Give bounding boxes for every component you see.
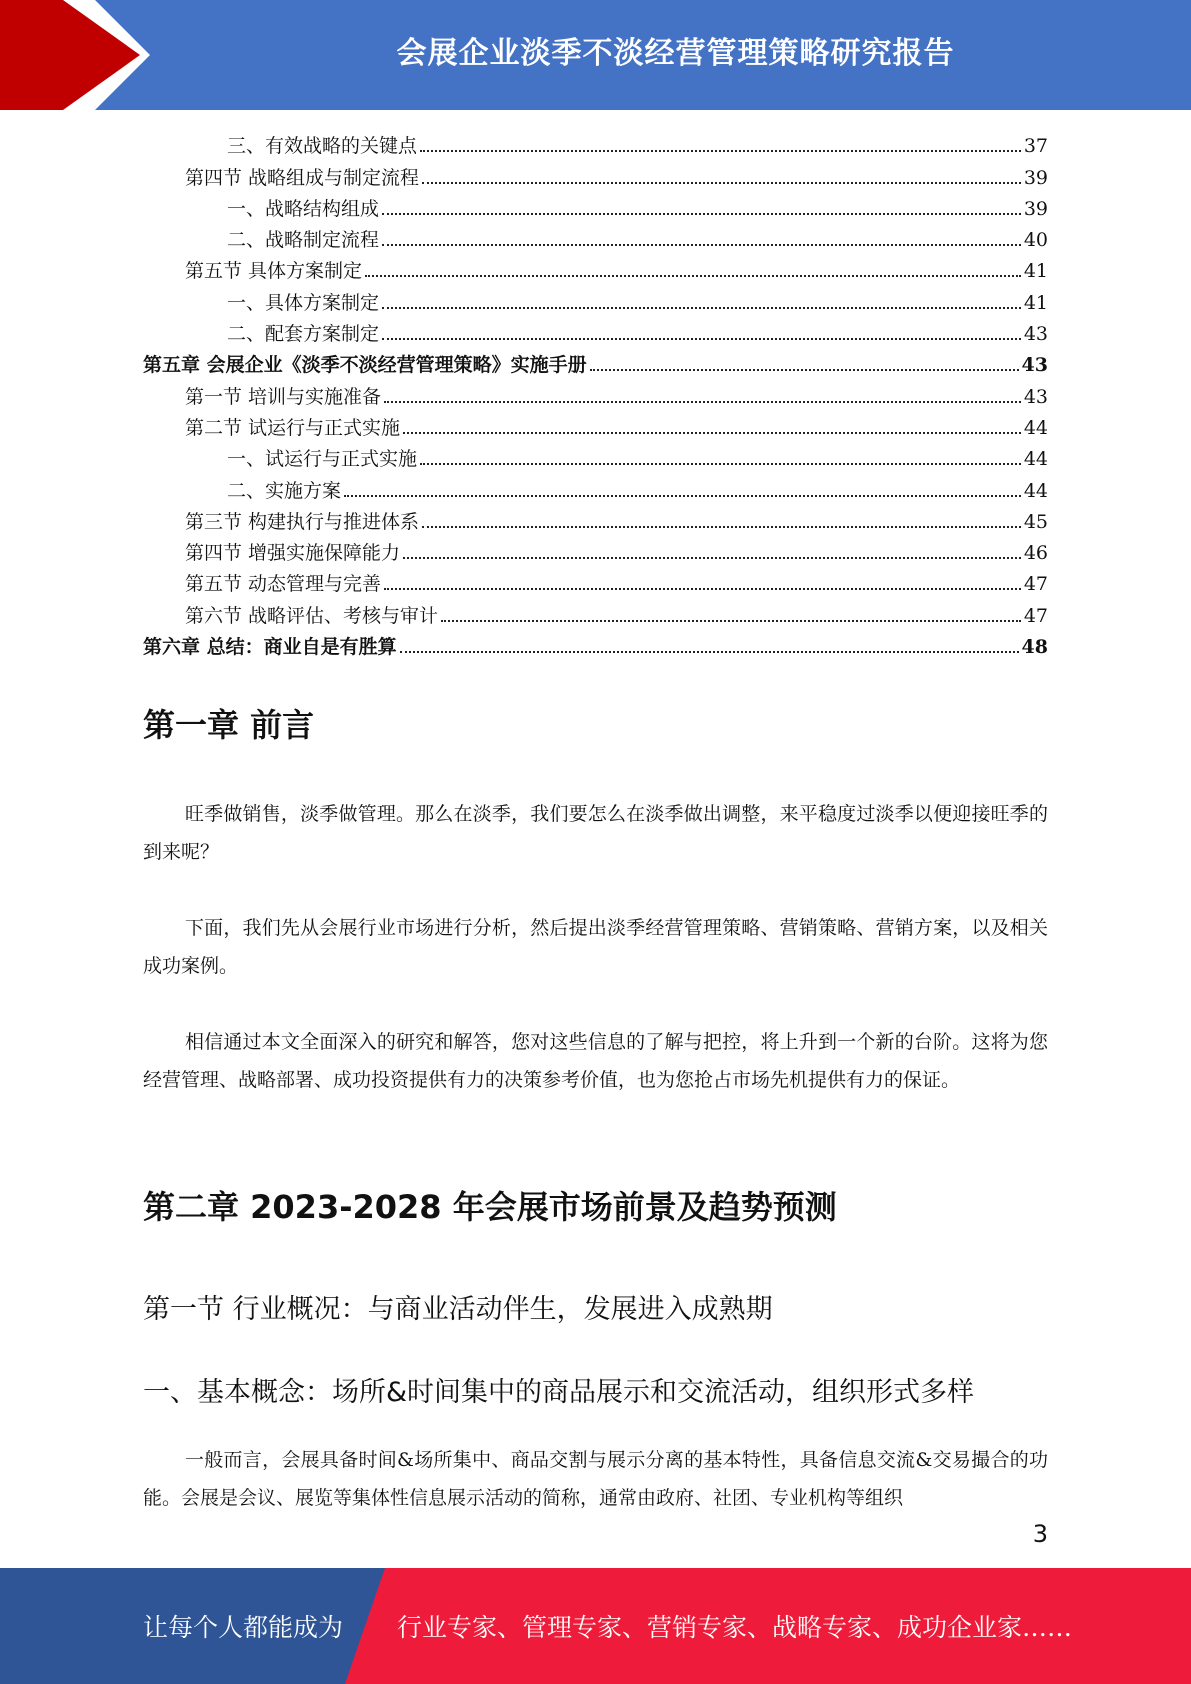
toc-entry[interactable] bbox=[143, 565, 1048, 596]
toc-entry-label: 第六章 总结：商业自是有胜算 bbox=[143, 636, 397, 659]
toc-entry[interactable] bbox=[143, 283, 1048, 314]
toc-entry-page: 44 bbox=[1023, 448, 1048, 471]
toc-entry-label: 第四节 增强实施保障能力 bbox=[185, 542, 401, 565]
toc-leader-dots bbox=[384, 588, 1021, 590]
toc-leader-dots bbox=[420, 150, 1021, 152]
toc-entry[interactable] bbox=[143, 471, 1048, 502]
toc-entry-page: 43 bbox=[1023, 385, 1048, 408]
chapter1-paragraph-2: 下面，我们先从会展行业市场进行分析，然后提出淡季经营管理策略、营销策略、营销方案，以及相关成功案例。 bbox=[143, 917, 1048, 977]
toc-leader-dots bbox=[400, 651, 1019, 653]
toc-leader-dots bbox=[382, 244, 1021, 246]
chapter1-paragraph-3: 相信通过本文全面深入的研究和解答，您对这些信息的了解与把控，将上升到一个新的台阶。这将为您经营管理、战略部署、成功投资提供有力的决策参考价值，也为您抢占市场先机提供有力的保证。 bbox=[143, 1031, 1048, 1091]
toc-entry-label: 一、试运行与正式实施 bbox=[227, 448, 418, 471]
toc-entry-page: 43 bbox=[1023, 323, 1048, 346]
toc-entry-label: 第五章 会展企业《淡季不淡经营管理策略》实施手册 bbox=[143, 354, 587, 377]
toc-leader-dots bbox=[590, 369, 1019, 371]
chapter1-paragraph-1: 旺季做销售，淡季做管理。那么在淡季，我们要怎么在淡季做出调整，来平稳度过淡季以便迎接旺季的到来呢？ bbox=[143, 803, 1048, 863]
toc-entry-label: 第三节 构建执行与推进体系 bbox=[185, 510, 420, 533]
toc-entry[interactable] bbox=[143, 315, 1048, 346]
toc-entry[interactable] bbox=[143, 346, 1048, 377]
toc-entry-page: 47 bbox=[1023, 604, 1048, 627]
toc-entry-page: 48 bbox=[1021, 636, 1048, 659]
header-red-chevron bbox=[0, 0, 160, 110]
toc-leader-dots bbox=[403, 432, 1021, 434]
toc-entry-page: 37 bbox=[1023, 135, 1048, 158]
toc-entry[interactable] bbox=[143, 534, 1048, 565]
toc-entry[interactable] bbox=[143, 596, 1048, 627]
toc-entry[interactable] bbox=[143, 377, 1048, 408]
toc-entry-label: 一、战略结构组成 bbox=[227, 197, 380, 220]
section1-title: 第一节 行业概况：与商业活动伴生，发展进入成熟期 bbox=[143, 1294, 773, 1325]
toc-leader-dots bbox=[422, 182, 1021, 184]
toc-entry-page: 40 bbox=[1023, 229, 1048, 252]
toc-leader-dots bbox=[382, 307, 1021, 309]
footer-slogan-left: 让每个人都能成为 bbox=[143, 1613, 344, 1642]
toc-entry-label: 二、配套方案制定 bbox=[227, 323, 380, 346]
toc-entry[interactable] bbox=[143, 440, 1048, 471]
toc-leader-dots bbox=[344, 495, 1021, 497]
chapter2-title: 第二章 2023-2028 年会展市场前景及趋势预测 bbox=[143, 1188, 837, 1226]
chapter2-paragraph: 一般而言，会展具备时间&场所集中、商品交割与展示分离的基本特性，具备信息交流&交易撮合的功能。会展是会议、展览等集体性信息展示活动的简称，通常由政府、社团、专业机构等组织 bbox=[143, 1449, 1048, 1509]
toc-entry-label: 第一节 培训与实施准备 bbox=[185, 385, 382, 408]
toc-entry-label: 第六节 战略评估、考核与审计 bbox=[185, 604, 439, 627]
toc-entry-label: 二、实施方案 bbox=[227, 479, 342, 502]
toc-entry-page: 45 bbox=[1023, 510, 1048, 533]
toc-entry-label: 第四节 战略组成与制定流程 bbox=[185, 166, 420, 189]
toc-entry-page: 46 bbox=[1023, 542, 1048, 565]
toc-leader-dots bbox=[382, 213, 1021, 215]
chapter1-title: 第一章 前言 bbox=[143, 706, 315, 744]
toc-leader-dots bbox=[365, 275, 1021, 277]
toc-entry[interactable] bbox=[143, 127, 1048, 158]
toc-entry-page: 44 bbox=[1023, 416, 1048, 439]
toc-leader-dots bbox=[422, 526, 1021, 528]
toc-entry-page: 41 bbox=[1023, 291, 1048, 314]
toc-leader-dots bbox=[441, 620, 1021, 622]
toc-entry-label: 一、具体方案制定 bbox=[227, 291, 380, 314]
toc-leader-dots bbox=[420, 463, 1021, 465]
header-title: 会展企业淡季不淡经营管理策略研究报告 bbox=[396, 36, 955, 71]
toc-leader-dots bbox=[403, 557, 1021, 559]
toc-entry-label: 第二节 试运行与正式实施 bbox=[185, 416, 401, 439]
page-number: 3 bbox=[1032, 1520, 1048, 1548]
toc-leader-dots bbox=[382, 338, 1021, 340]
toc-leader-dots bbox=[384, 401, 1021, 403]
toc-entry[interactable] bbox=[143, 409, 1048, 440]
toc-entry-label: 第五节 具体方案制定 bbox=[185, 260, 363, 283]
toc-entry-page: 39 bbox=[1023, 166, 1048, 189]
toc-entry-page: 41 bbox=[1023, 260, 1048, 283]
footer-slogan-right: 行业专家、管理专家、营销专家、战略专家、成功企业家…… bbox=[397, 1613, 1073, 1642]
page-footer bbox=[0, 1568, 1191, 1684]
toc-entry[interactable] bbox=[143, 252, 1048, 283]
toc-entry-label: 二、战略制定流程 bbox=[227, 229, 380, 252]
toc-entry-page: 47 bbox=[1023, 573, 1048, 596]
toc-entry[interactable] bbox=[143, 503, 1048, 534]
toc-entry-page: 44 bbox=[1023, 479, 1048, 502]
toc-entry-label: 第五节 动态管理与完善 bbox=[185, 573, 382, 596]
toc-entry[interactable] bbox=[143, 158, 1048, 189]
table-of-contents bbox=[143, 127, 1048, 659]
toc-entry[interactable] bbox=[143, 221, 1048, 252]
toc-entry-page: 39 bbox=[1023, 197, 1048, 220]
toc-entry[interactable] bbox=[143, 628, 1048, 659]
subsection1-title: 一、基本概念：场所&时间集中的商品展示和交流活动，组织形式多样 bbox=[143, 1377, 975, 1408]
toc-entry[interactable] bbox=[143, 190, 1048, 221]
page-header bbox=[0, 0, 1191, 110]
toc-entry-page: 43 bbox=[1021, 354, 1048, 377]
toc-entry-label: 三、有效战略的关键点 bbox=[227, 135, 418, 158]
